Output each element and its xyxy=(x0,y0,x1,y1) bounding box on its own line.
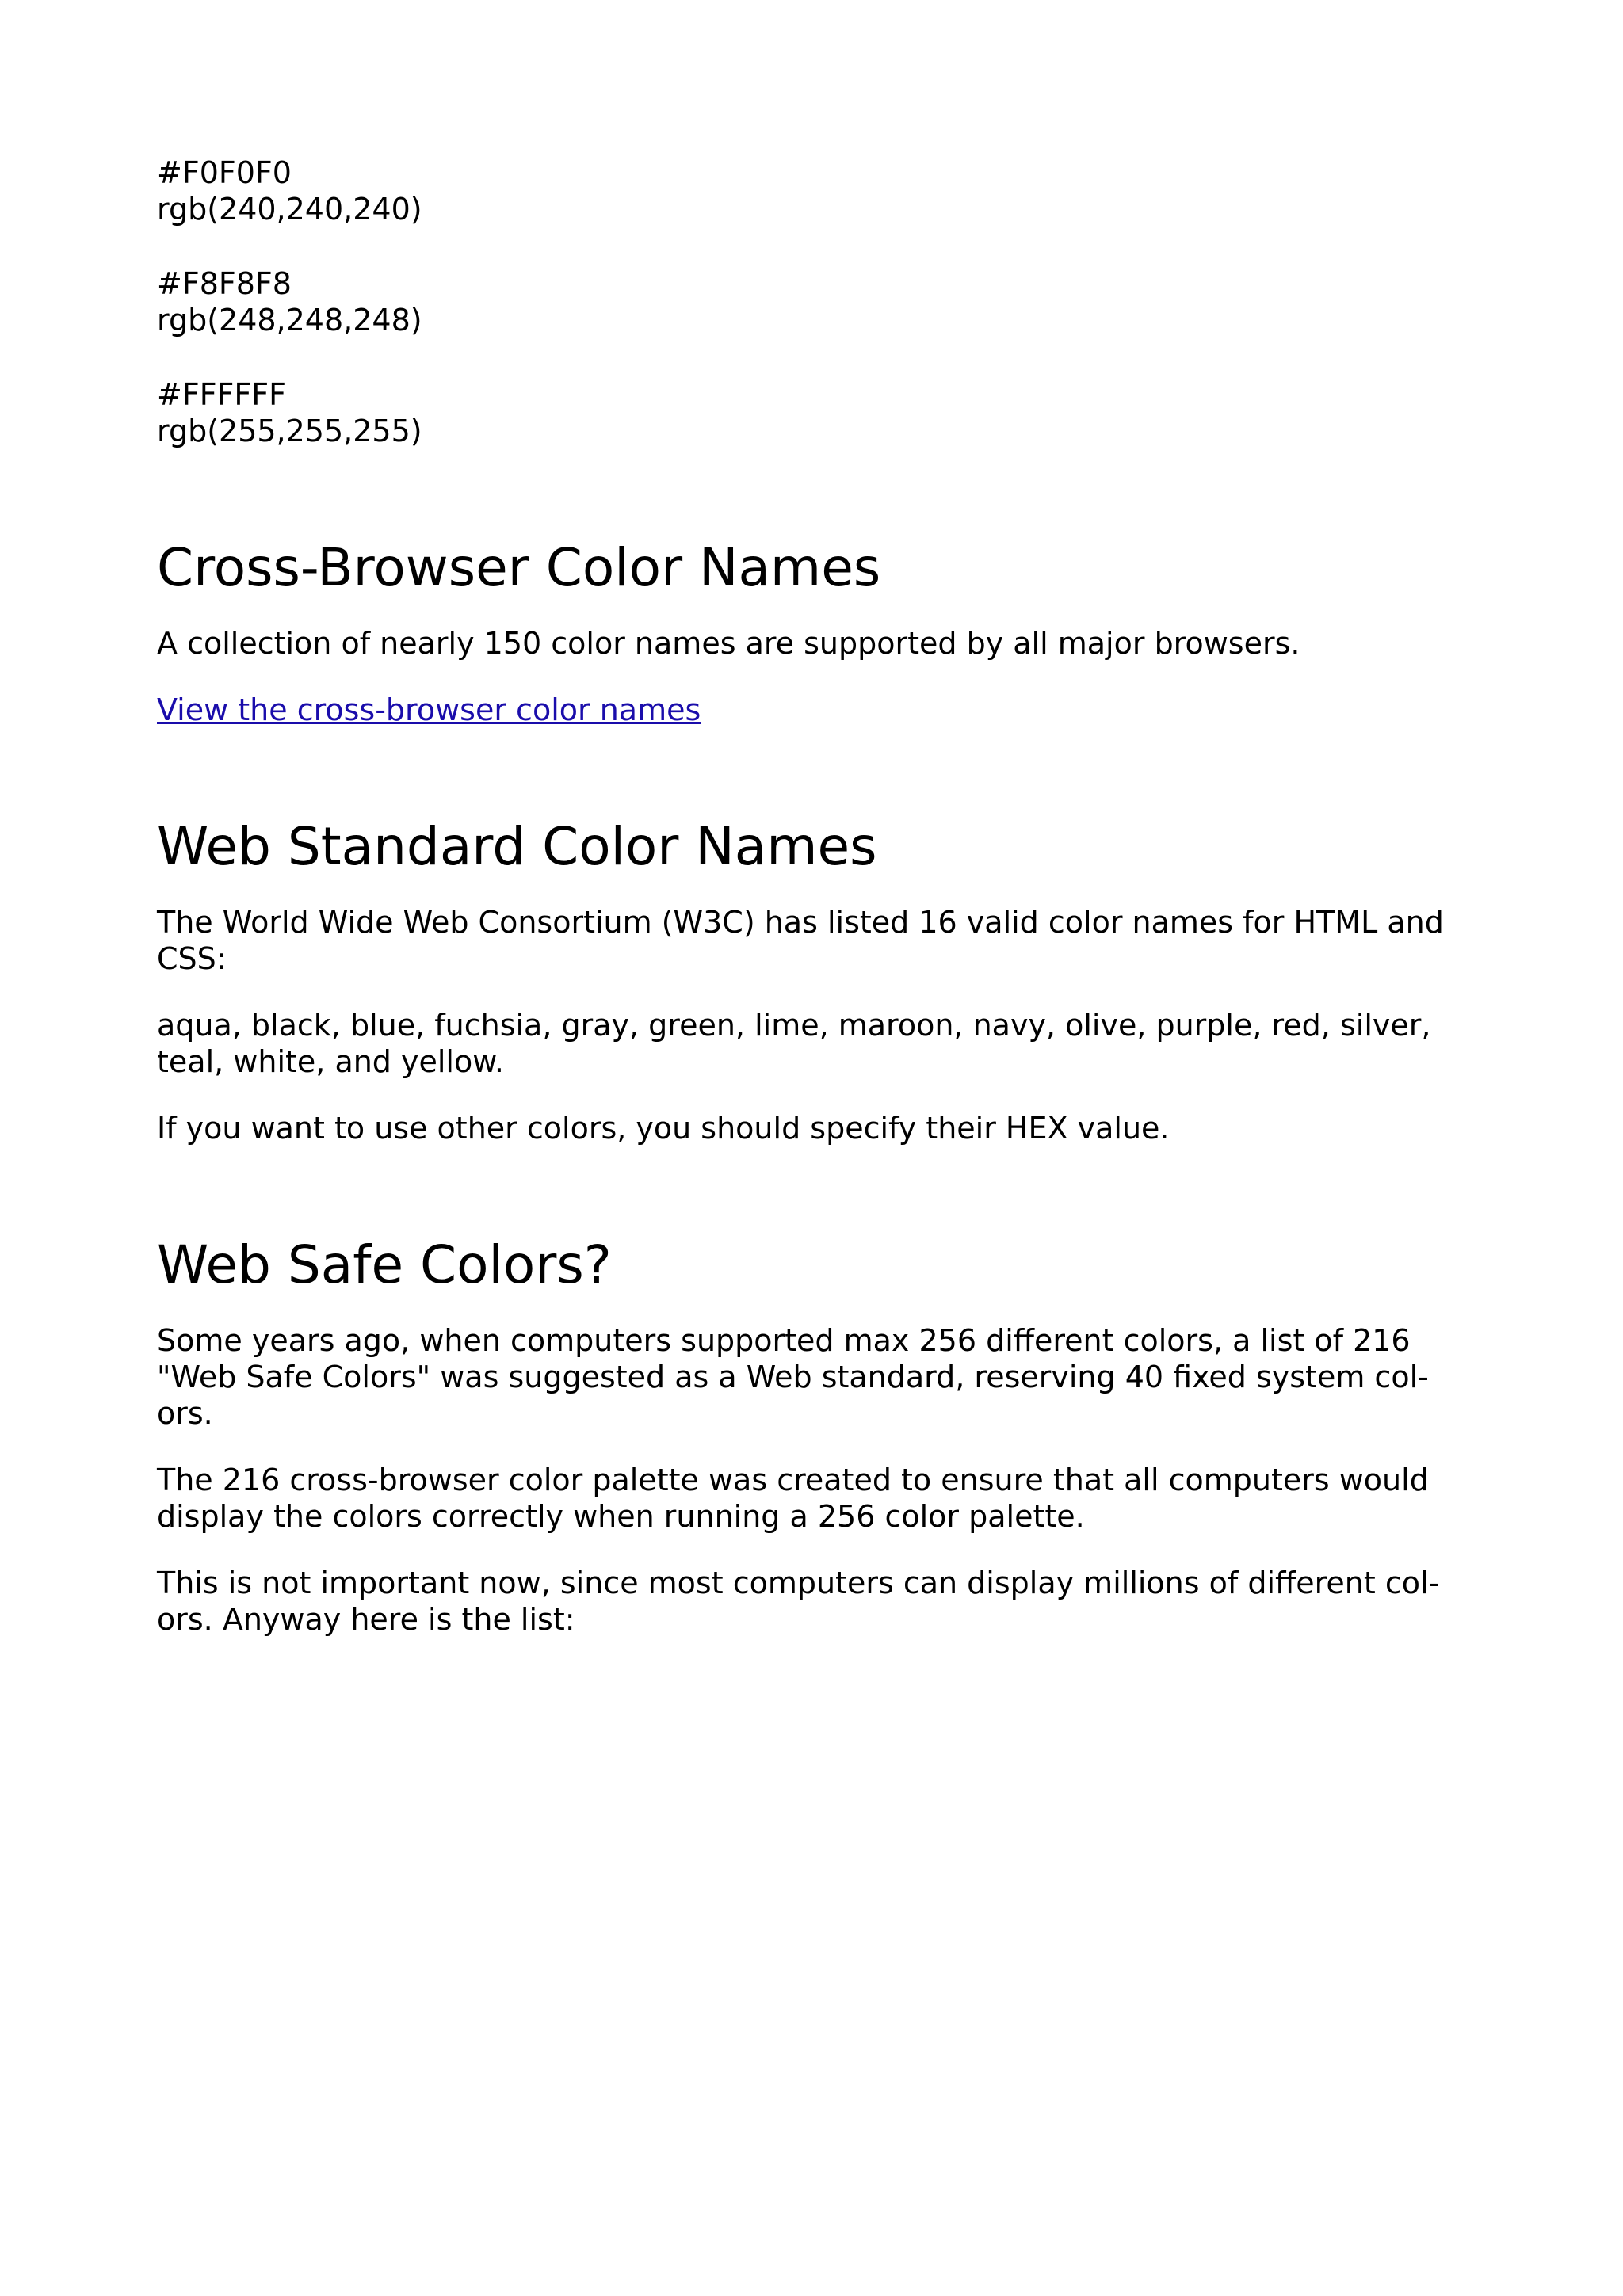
color-rgb: rgb(248,248,248) xyxy=(157,303,422,338)
web-safe-section xyxy=(157,1234,1472,1638)
color-entry-f0f0f0 xyxy=(157,154,1472,227)
web-standard-text-3: If you want to use other colors, you should specify their HEX value. xyxy=(157,1111,1170,1146)
web-safe-text-2: The 216 cross-browser color palette was created to ensure that all computers would display the colors correctly when running a 256 color palette. xyxy=(157,1463,1429,1534)
web-safe-heading: Web Safe Colors? xyxy=(157,1234,612,1295)
color-hex: #F8F8F8 xyxy=(157,266,292,301)
web-standard-color-list: aqua, black, blue, fuchsia, gray, green, lime, maroon, navy, olive, purple, red, silver, teal, white, and yellow. xyxy=(157,1008,1431,1079)
web-safe-text-3: This is not important now, since most computers can display millions of different col-ors. Anyway here is the list: xyxy=(157,1566,1440,1637)
cross-browser-text: A collection of nearly 150 color names are supported by all major browsers. xyxy=(157,626,1300,661)
color-rgb: rgb(255,255,255) xyxy=(157,414,422,448)
web-standard-heading: Web Standard Color Names xyxy=(157,816,877,877)
web-safe-text-1: Some years ago, when computers supported max 256 different colors, a list of 216 "Web Safe Colors" was suggested as a Web standard, reserving 40 fixed system col-ors. xyxy=(157,1323,1429,1431)
cross-browser-link[interactable]: View the cross-browser color names xyxy=(157,692,701,727)
color-hex: #F0F0F0 xyxy=(157,155,292,190)
web-standard-text-1: The World Wide Web Consortium (W3C) has listed 16 valid color names for HTML and CSS: xyxy=(157,905,1444,976)
color-hex: #FFFFFF xyxy=(157,377,286,412)
web-standard-section xyxy=(157,815,1472,1146)
cross-browser-section xyxy=(157,536,1472,728)
cross-browser-heading: Cross-Browser Color Names xyxy=(157,537,881,598)
color-entry-ffffff xyxy=(157,376,1472,449)
color-entry-f8f8f8 xyxy=(157,265,1472,338)
color-rgb: rgb(240,240,240) xyxy=(157,192,422,227)
document-page xyxy=(157,154,1472,1638)
